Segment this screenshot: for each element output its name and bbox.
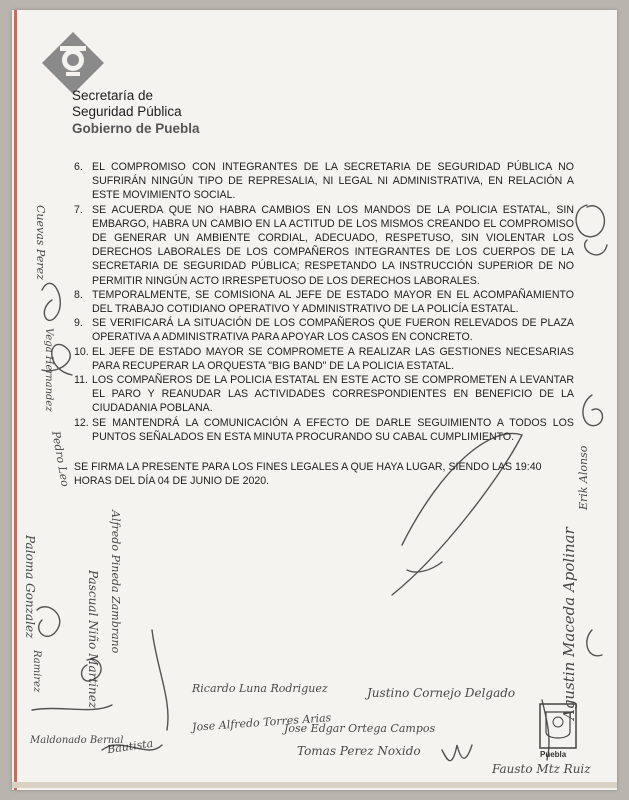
item-text: SE VERIFICARÁ LA SITUACIÓN DE LOS COMPAÑEROS QUE FUERON RELEVADOS DE PLAZA OPERATIVA A ADMINISTRATIVA PARA APOYAR LOS CASOS EN CONCRETO. bbox=[92, 317, 574, 344]
signature-name: Ricardo Luna Rodriguez bbox=[192, 682, 328, 695]
signature-name: Ramirez bbox=[31, 650, 42, 693]
item-text: EL JEFE DE ESTADO MAYOR SE COMPROMETE A REALIZAR LAS GESTIONES NECESARIAS PARA RECUPERAR LA ORQUESTA "BIG BAND" DE LA POLICIA ESTATAL. bbox=[92, 345, 574, 372]
item-number: 6. bbox=[74, 161, 83, 173]
item-text: TEMPORALMENTE, SE COMISIONA AL JEFE DE ESTADO MAYOR EN EL ACOMPAÑAMIENTO DEL TRABAJO COTIDIANO OPERATIVO Y ADMINISTRATIVO DE LA POLICÍA ESTATAL. bbox=[92, 288, 574, 316]
item-text: SE MANTENDRÁ LA COMUNICACIÓN A EFECTO DE DARLE SEGUIMIENTO A TODOS LOS PUNTOS SEÑALADOS EN ESTA MINUTA PROCURANDO SU CABAL CUMPLIMIENTO. bbox=[92, 416, 574, 443]
org-name-line1: Secretaría de bbox=[72, 88, 154, 103]
item-number: 7. bbox=[74, 203, 83, 216]
signature-name: Vega Hernandez bbox=[43, 328, 54, 412]
signature-name: Tomas Perez Noxido bbox=[297, 744, 421, 758]
signature-name: Fausto Mtz Ruiz bbox=[492, 762, 591, 776]
item-text: LOS COMPAÑEROS DE LA POLICIA ESTATAL EN ESTE ACTO SE COMPROMETEN A LEVANTAR EL PARO Y REANUDAR LAS ACTIVIDADES CORRESPONDIENTES EN BENEFICIO DE LA CIUDADANIA POBLANA. bbox=[92, 374, 574, 415]
item-number: 12. bbox=[74, 416, 89, 429]
item-number: 11. bbox=[74, 374, 88, 387]
signature-strokes bbox=[12, 10, 617, 790]
signature-name: Bautista bbox=[106, 736, 154, 757]
signature-name: Maldonado Bernal bbox=[30, 735, 124, 746]
item-text: SE ACUERDA QUE NO HABRA CAMBIOS EN LOS MANDOS DE LA POLICIA ESTATAL, SIN EMBARGO, HABRA UN CAMBIO EN LA ACTITUD DE LOS MISMOS CREANDO EL COMPROMISO DE GENERAR UN AMBIENTE CORDIAL, ADECUADO, RESPETUSO, SIN VIOLENTAR LOS DERECHOS LABORALES DE LOS COMPAÑEROS INTEGRANTES DE LOS CUERPOS DE LA SECRETARIA DE SEGURIDAD PÚBLICA; RESPETANDO LA INSTRUCCIÓN SUPERIOR DE NO PERMITIR NINGÚN ACTO IRRESPETUOSO DE LOS DERECHOS LABORALES. bbox=[92, 203, 574, 287]
document-page bbox=[12, 10, 617, 790]
signature-name: Alfredo Pineda Zambrano bbox=[109, 510, 122, 654]
signature-name: Justino Cornejo Delgado bbox=[367, 686, 516, 700]
item-number: 10. bbox=[74, 345, 89, 358]
signature-name: Paloma Gonzalez bbox=[23, 535, 37, 639]
signature-name: Jose Alfredo Torres Arias bbox=[191, 711, 332, 734]
signature-name: Pedro Leo bbox=[49, 430, 72, 488]
signature-name: Cuevas Perez bbox=[34, 205, 47, 280]
item-number: 8. bbox=[74, 288, 83, 301]
seal-label: Puebla bbox=[540, 750, 567, 759]
signature-name: Agustin Maceda Apolinar bbox=[560, 527, 578, 720]
signature-name: Pascual Niño Martinez bbox=[86, 570, 100, 709]
org-name-line2: Seguridad Pública bbox=[72, 104, 182, 119]
item-number: 9. bbox=[74, 317, 83, 330]
closing-statement: SE FIRMA LA PRESENTE PARA LOS FINES LEGALES A QUE HAYA LUGAR, SIENDO LAS 19:40 HORAS DEL DÍA 04 DE JUNIO DE 2020. bbox=[74, 461, 542, 488]
org-government-line: Gobierno de Puebla bbox=[72, 121, 200, 136]
item-text: EL COMPROMISO CON INTEGRANTES DE LA SECRETARIA DE SEGURIDAD PÚBLICA NO SUFRIRÁN NINGÚN TIPO DE REPRESALIA, NI LEGAL NI ADMINISTRATIVA, EN RELACIÓN A ESTE MOVIMIENTO SOCIAL. bbox=[92, 161, 574, 202]
signature-name: Erik Alonso bbox=[577, 445, 590, 510]
signature-name: Jose Edgar Ortega Campos bbox=[284, 722, 436, 735]
